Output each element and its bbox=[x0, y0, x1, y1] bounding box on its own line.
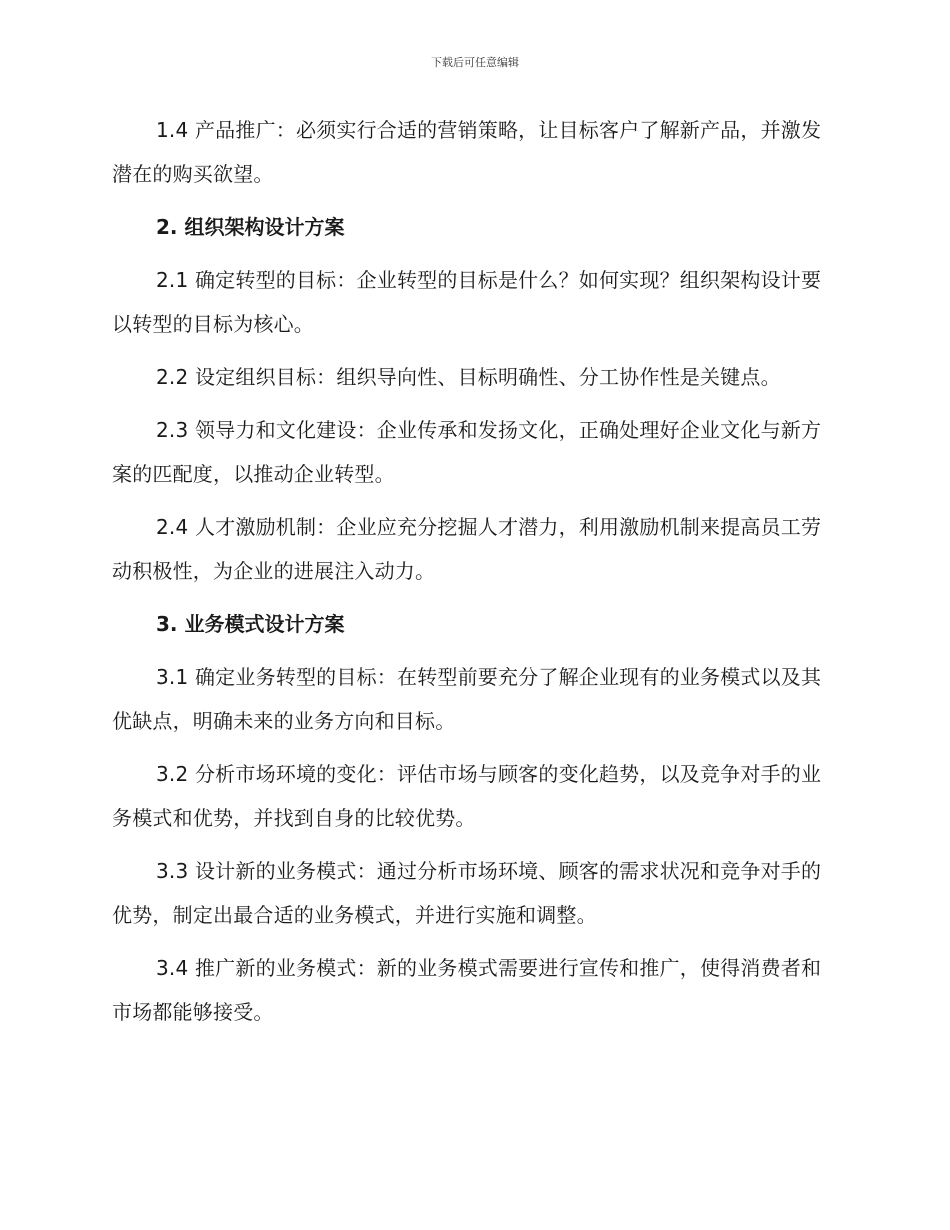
paragraph-1-4: 1.4 产品推广：必须实行合适的营销策略，让目标客户了解新产品，并激发潜在的购买欲望。 bbox=[112, 118, 822, 186]
page-header: 下载后可任意编辑 bbox=[431, 56, 519, 69]
paragraph-3-3: 3.3 设计新的业务模式：通过分析市场环境、顾客的需求状况和竞争对手的优势，制定出最合适的业务模式，并进行实施和调整。 bbox=[112, 859, 822, 927]
section-heading-2: 2. 组织架构设计方案 bbox=[156, 215, 345, 239]
paragraph-3-2: 3.2 分析市场环境的变化：评估市场与顾客的变化趋势，以及竞争对手的业务模式和优势，并找到自身的比较优势。 bbox=[112, 762, 822, 830]
paragraph-3-1: 3.1 确定业务转型的目标：在转型前要充分了解企业现有的业务模式以及其优缺点，明确未来的业务方向和目标。 bbox=[112, 665, 822, 733]
paragraph-2-2: 2.2 设定组织目标：组织导向性、目标明确性、分工协作性是关键点。 bbox=[156, 365, 781, 389]
document-body bbox=[112, 108, 824, 1043]
paragraph-3-4: 3.4 推广新的业务模式：新的业务模式需要进行宣传和推广，使得消费者和市场都能够接受。 bbox=[112, 956, 822, 1024]
paragraph-2-3: 2.3 领导力和文化建设：企业传承和发扬文化，正确处理好企业文化与新方案的匹配度，以推动企业转型。 bbox=[112, 418, 822, 486]
paragraph-2-4: 2.4 人才激励机制：企业应充分挖掘人才潜力，利用激励机制来提高员工劳动积极性，为企业的进展注入动力。 bbox=[112, 515, 822, 583]
section-heading-3: 3. 业务模式设计方案 bbox=[156, 612, 345, 636]
paragraph-2-1: 2.1 确定转型的目标：企业转型的目标是什么？如何实现？组织架构设计要以转型的目标为核心。 bbox=[112, 268, 822, 336]
